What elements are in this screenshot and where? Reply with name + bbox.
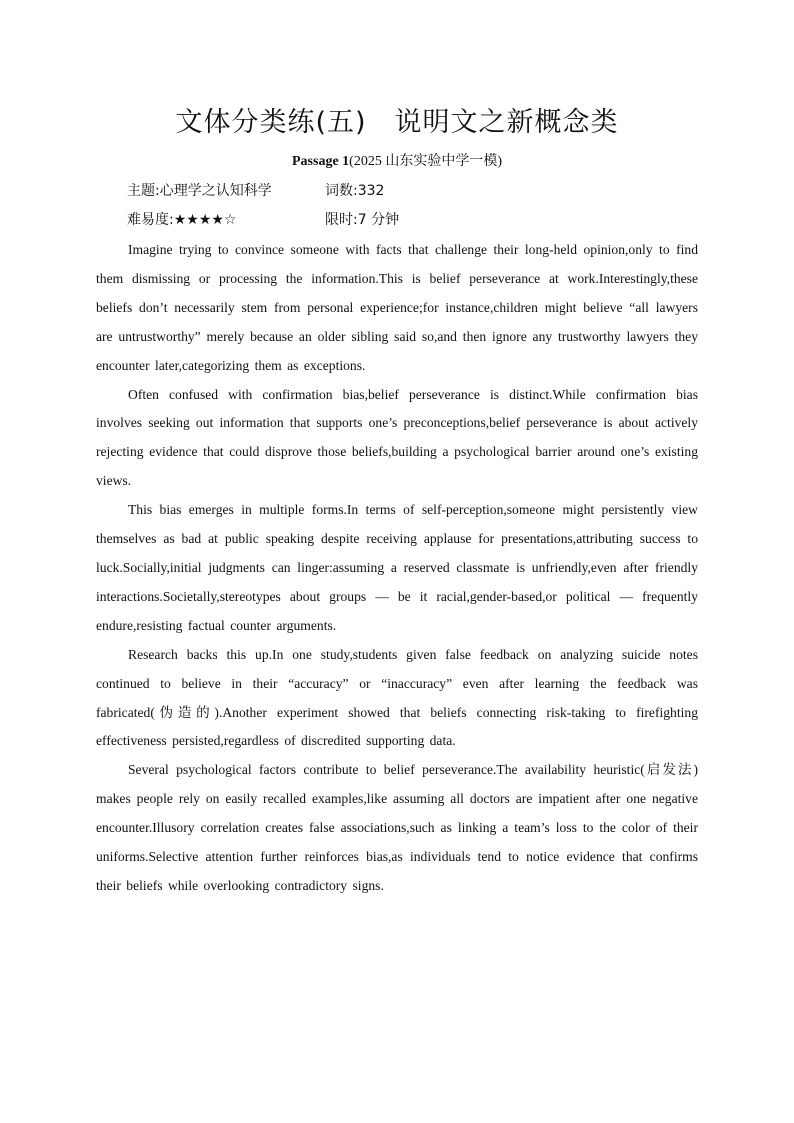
paragraph: Several psychological factors contribute to belief perseverance.The availability heuristic(启发法) makes people rely on easily recalled examples,like assuming all doctors are impatient after one negative encounter.Illusory correlation creates false associations,such as linking a team’s loss to the color of their uniforms.Selective attention further reinforces bias,as individuals tend to notice evidence that confirms their beliefs while overlooking contradictory signs. xyxy=(96,762,698,893)
time-limit-value: 7 分钟 xyxy=(357,212,400,228)
word-count-value: 332 xyxy=(357,183,385,199)
difficulty-info xyxy=(127,209,236,229)
topic-label: 主题: xyxy=(127,183,160,199)
paragraph: Imagine trying to convince someone with facts that challenge their long-held opinion,only to find them dismissing or processing the information.This is belief perseverance at work.Interestingly,these beliefs don’t necessarily stem from personal experience;for instance,children might believe “all lawyers are untrustworthy” merely because an older sibling said so,and then ignore any trustworthy lawyers they encounter later,categorizing them as exceptions. xyxy=(96,242,698,373)
word-count-info xyxy=(325,180,384,200)
paragraph: This bias emerges in multiple forms.In terms of self-perception,someone might persistently view themselves as bad at public speaking despite receiving applause for presentations,attributing success to luck.Socially,initial judgments can linger:assuming a reserved classmate is unfriendly,even after friendly interactions.Societally,stereotypes about groups — be it racial,gender-based,or political — frequently endure,resisting factual counter arguments. xyxy=(96,502,698,633)
passage-heading xyxy=(0,150,794,170)
paragraph: Often confused with confirmation bias,belief perseverance is distinct.While confirmation bias involves seeking out information that supports one’s preconceptions,belief perseverance is about actively rejecting evidence that could disprove those beliefs,building a psychological barrier around one’s existing views. xyxy=(96,386,698,489)
time-limit-info xyxy=(325,209,399,229)
topic-info xyxy=(127,180,272,200)
difficulty-stars: ★★★★☆ xyxy=(173,212,237,228)
passage-name: Passage 1 xyxy=(292,154,350,169)
passage-source: (2025 山东实验中学一模) xyxy=(349,154,502,169)
article-body xyxy=(96,236,698,901)
topic-value: 心理学之认知科学 xyxy=(159,183,272,199)
time-limit-label: 限时: xyxy=(325,212,358,228)
paragraph: Research backs this up.In one study,students given false feedback on analyzing suicide notes continued to believe in their “accuracy” or “inaccuracy” even after learning the feedback was fabricated(伪造的).Another experiment showed that beliefs connecting risk-taking to firefighting effectiveness persisted,regardless of discredited supporting data. xyxy=(96,646,698,749)
page-title: 文体分类练(五) 说明文之新概念类 xyxy=(175,107,619,138)
difficulty-label: 难易度: xyxy=(127,212,174,228)
word-count-label: 词数: xyxy=(325,183,358,199)
